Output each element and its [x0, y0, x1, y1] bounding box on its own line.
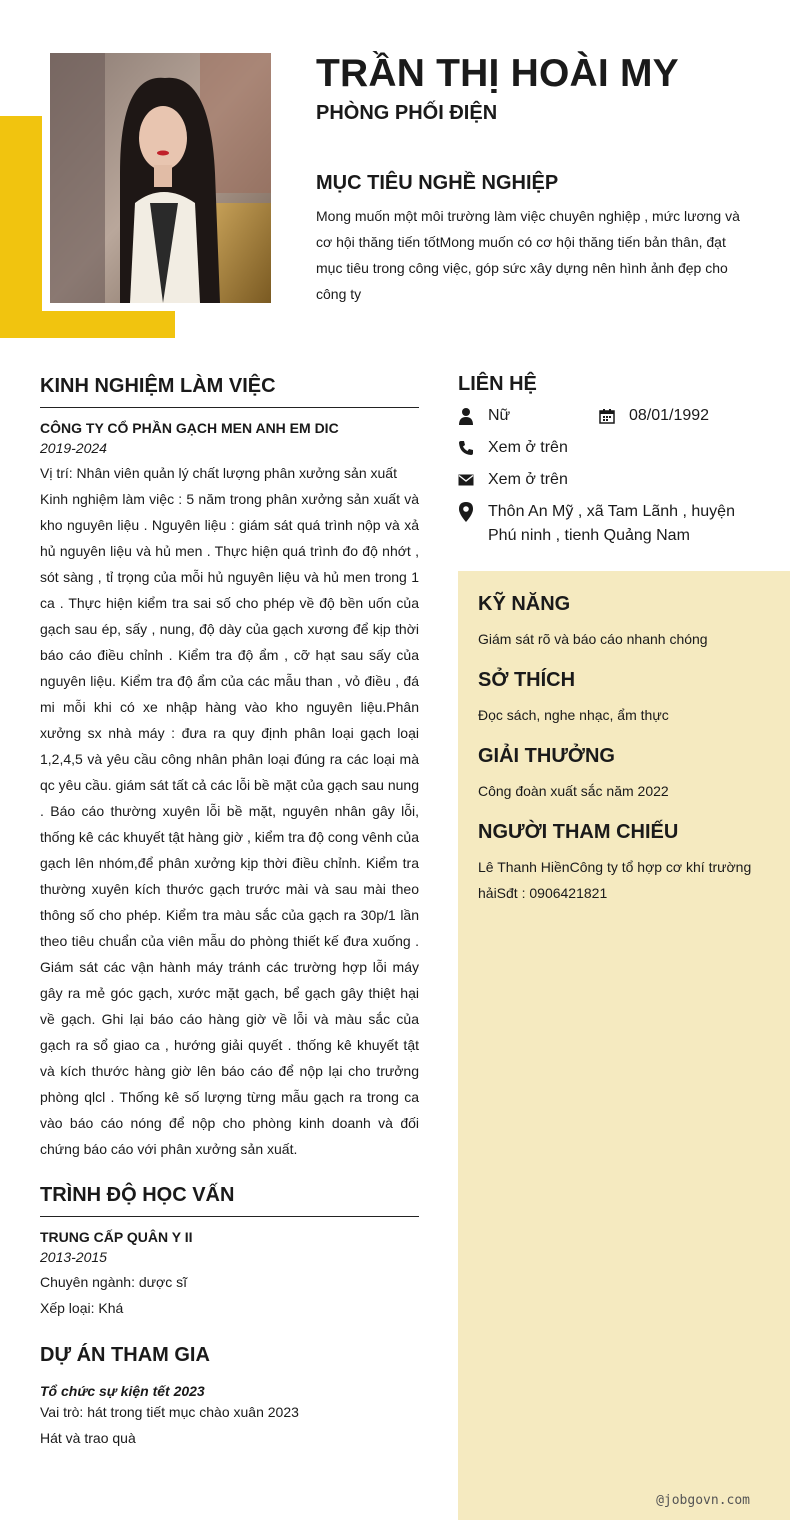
skills-text: Giám sát rõ và báo cáo nhanh chóng [478, 631, 708, 647]
project-detail: Hát và trao quà [40, 1430, 136, 1446]
location-icon [458, 500, 488, 524]
project-role: Vai trò: hát trong tiết mục chào xuân 2023 [40, 1404, 299, 1420]
phone-value: Xem ở trên [488, 439, 568, 456]
gender-value: Nữ [488, 407, 511, 424]
candidate-name: TRẦN THỊ HOÀI MY [316, 52, 679, 95]
objective-heading: MỤC TIÊU NGHỀ NGHIỆP [316, 172, 559, 194]
skills-heading: KỸ NĂNG [478, 593, 571, 615]
awards-heading: GIẢI THƯỞNG [478, 745, 615, 767]
education-section [40, 1184, 419, 1321]
phone-icon [458, 436, 488, 460]
experience-period: 2019-2024 [40, 440, 107, 456]
hobbies-heading: SỞ THÍCH [478, 669, 576, 691]
references-heading: NGƯỜI THAM CHIẾU [478, 821, 679, 843]
hobbies-text: Đọc sách, nghe nhạc, ẩm thực [478, 707, 669, 723]
contact-gender [458, 404, 510, 428]
section-divider [40, 1216, 419, 1217]
job-position: PHÒNG PHỐI ĐIỆN [316, 102, 498, 124]
contact-birthday [599, 404, 709, 428]
education-grade: Xếp loại: Khá [40, 1300, 124, 1316]
education-heading: TRÌNH ĐỘ HỌC VẤN [40, 1184, 235, 1206]
projects-section [40, 1344, 419, 1451]
experience-role: Vị trí: Nhân viên quản lý chất lượng phân xưởng sản xuất [40, 465, 397, 481]
awards-text: Công đoàn xuất sắc năm 2022 [478, 783, 669, 799]
school-name: TRUNG CẤP QUÂN Y II [40, 1229, 193, 1245]
calendar-icon [599, 404, 629, 428]
contact-heading: LIÊN HỆ [458, 373, 537, 395]
experience-section [40, 375, 419, 1162]
portrait-image [50, 53, 271, 303]
contact-phone [458, 436, 568, 460]
contact-address [458, 500, 748, 548]
experience-heading: KINH NGHIỆM LÀM VIỆC [40, 375, 276, 397]
email-value: Xem ở trên [488, 471, 568, 488]
objective-text: Mong muốn một môi trường làm việc chuyên nghiệp , mức lương và cơ hội thăng tiến tốtMong muốn có cơ hội thăng tiến bản thân, đạt mục tiêu trong công việc, góp sức xây dựng nên hình ảnh đẹp cho công ty [316, 208, 740, 302]
section-divider [40, 407, 419, 408]
side-panel [458, 571, 790, 1520]
education-period: 2013-2015 [40, 1249, 107, 1265]
company-name: CÔNG TY CỔ PHẦN GẠCH MEN ANH EM DIC [40, 420, 339, 436]
project-name: Tổ chức sự kiện tết 2023 [40, 1383, 205, 1399]
experience-description: Kinh nghiệm làm việc : 5 năm trong phân xưởng sản xuất và kho nguyên liệu . Nguyên liệu : giám sát quá trình nộp và xả hủ nguyên liệu và hủ men . Thực hiện quá trình đo độ nhớt , sót sàng , tỉ trọng của mỗi hủ nguyên liệu và hủ men trong 1 ca . Thực hiện kiểm tra sai số cho phép về độ bền uốn của gạch sau ép, sấy , nung, độ dày của gạch xương để kịp thời báo cáo điều chỉnh . Kiểm tra độ ẩm , cỡ hạt sau sấy của nguyên liệu. Kiểm tra độ ẩm của các mẫu than , vỏ điều , đá mi mỗi khi có xe nhập hàng vào kho nguyên liệu.Phân xưởng sx nhà máy : đưa ra quy định phân loại gạch loại 1,2,4,5 và yêu cầu công nhân phân loại đúng ra các loại mà qc yêu cầu. giám sát tất cả các lỗi bề mặt của gạch sau nung . Báo cáo thường xuyên lỗi bề mặt, nguyên nhân gây lỗi, thống kê các khuyết tật hàng giờ , kiểm tra độ cong vênh của gạch lên nhóm,để phân xưởng kịp thời điều chỉnh. Kiểm tra thường xuyên kích thước gạch trước mài và sau mài theo thông số cho phép. Kiểm tra màu sắc của gạch ra 30p/1 lần theo tiêu chuẩn của viên mẫu do phòng thiết kế đưa xuống . Giám sát các vận hành máy tránh các trường hợp lỗi máy gây ra mẻ góc gạch, xước mặt gạch, bể gạch gây thiệt hại về gạch. Ghi lại báo cáo hàng giờ về lỗi và màu sắc của gạch ra sổ giao ca , hướng giải quyết . thống kê khuyết tật và kích thước hàng giờ lên báo cáo để nộp lại cho trưởng phòng qlcl . Thống kê số lượng từng mẫu gạch ra trong ca vào báo cáo nóng để nộp cho phòng kinh doanh và đối chứng báo cáo với phân xưởng sản xuất. [40, 491, 419, 1157]
contact-section [458, 373, 758, 544]
person-icon [458, 404, 488, 428]
contact-email [458, 468, 568, 492]
birthday-value: 08/01/1992 [629, 407, 710, 424]
references-text: Lê Thanh HiềnCông ty tổ hợp cơ khí trường hảiSđt : 0906421821 [478, 859, 752, 901]
email-icon [458, 468, 488, 492]
projects-heading: DỰ ÁN THAM GIA [40, 1344, 210, 1366]
address-value: Thôn An Mỹ , xã Tam Lãnh , huyện Phú ninh , tienh Quảng Nam [488, 503, 735, 544]
education-major: Chuyên ngành: dược sĩ [40, 1274, 187, 1290]
profile-photo [42, 45, 279, 311]
watermark: @jobgovn.com [656, 1493, 750, 1508]
